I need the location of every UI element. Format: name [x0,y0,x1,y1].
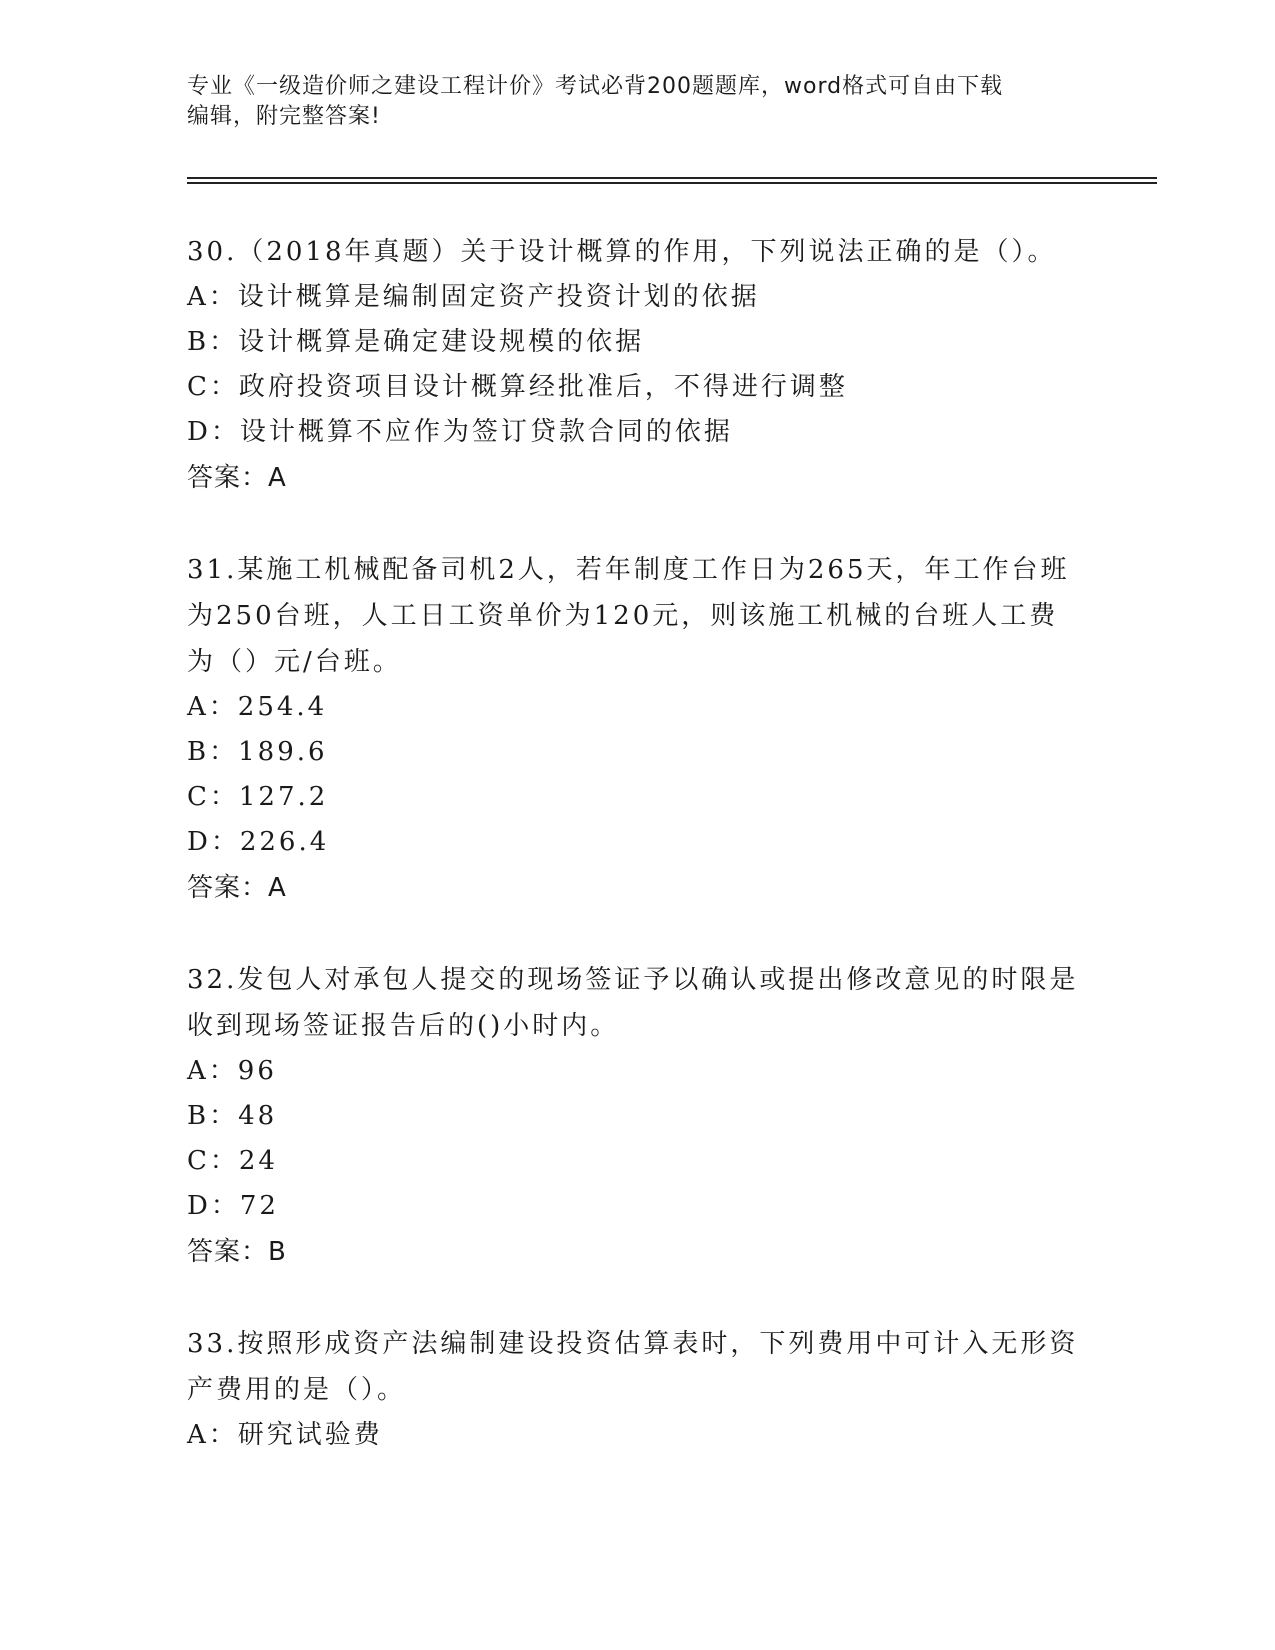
option-c: C：24 [187,1146,278,1176]
question-list [187,229,1087,1458]
question-stem-line-1: 31.某施工机械配备司机2人，若年制度工作日为265天，年工作台班 [187,555,1070,585]
header-line-1: 专业《一级造价师之建设工程计价》考试必背200题题库，word格式可自由下载 [187,74,1004,99]
question-32 [187,957,1087,1275]
option-a: A：254.4 [187,692,328,722]
question-31 [187,547,1087,911]
question-stem-line-1: 33.按照形成资产法编制建设投资估算表时，下列费用中可计入无形资 [187,1329,1079,1359]
option-a: A：研究试验费 [187,1420,383,1450]
option-d: D：226.4 [187,827,330,857]
question-stem-line-1: 32.发包人对承包人提交的现场签证予以确认或提出修改意见的时限是 [187,965,1079,995]
answer-line: 答案：A [187,873,287,903]
option-c: C：政府投资项目设计概算经批准后，不得进行调整 [187,372,848,402]
option-b: B：设计概算是确定建设规模的依据 [187,327,645,357]
option-b: B：48 [187,1101,278,1131]
question-30 [187,229,1087,501]
header-divider-bottom [187,182,1157,184]
header-divider-top [187,177,1157,179]
option-b: B：189.6 [187,737,328,767]
question-stem: 30.（2018年真题）关于设计概算的作用，下列说法正确的是（）。 [187,237,1057,267]
question-33 [187,1321,1087,1458]
option-d: D：72 [187,1191,279,1221]
option-c: C：127.2 [187,782,329,812]
option-d: D：设计概算不应作为签订贷款合同的依据 [187,417,733,447]
question-stem-line-2: 为250台班，人工日工资单价为120元，则该施工机械的台班人工费 [187,601,1059,631]
header-line-2: 编辑，附完整答案! [187,104,381,129]
question-stem-line-2: 产费用的是（）。 [187,1375,407,1405]
option-a: A：设计概算是编制固定资产投资计划的依据 [187,282,760,312]
answer-line: 答案：B [187,1237,287,1267]
question-stem-line-2: 收到现场签证报告后的()小时内。 [187,1011,620,1041]
document-header [187,72,1067,132]
option-a: A：96 [187,1056,277,1086]
question-stem-line-3: 为（）元/台班。 [187,647,402,677]
answer-line: 答案：A [187,463,287,493]
